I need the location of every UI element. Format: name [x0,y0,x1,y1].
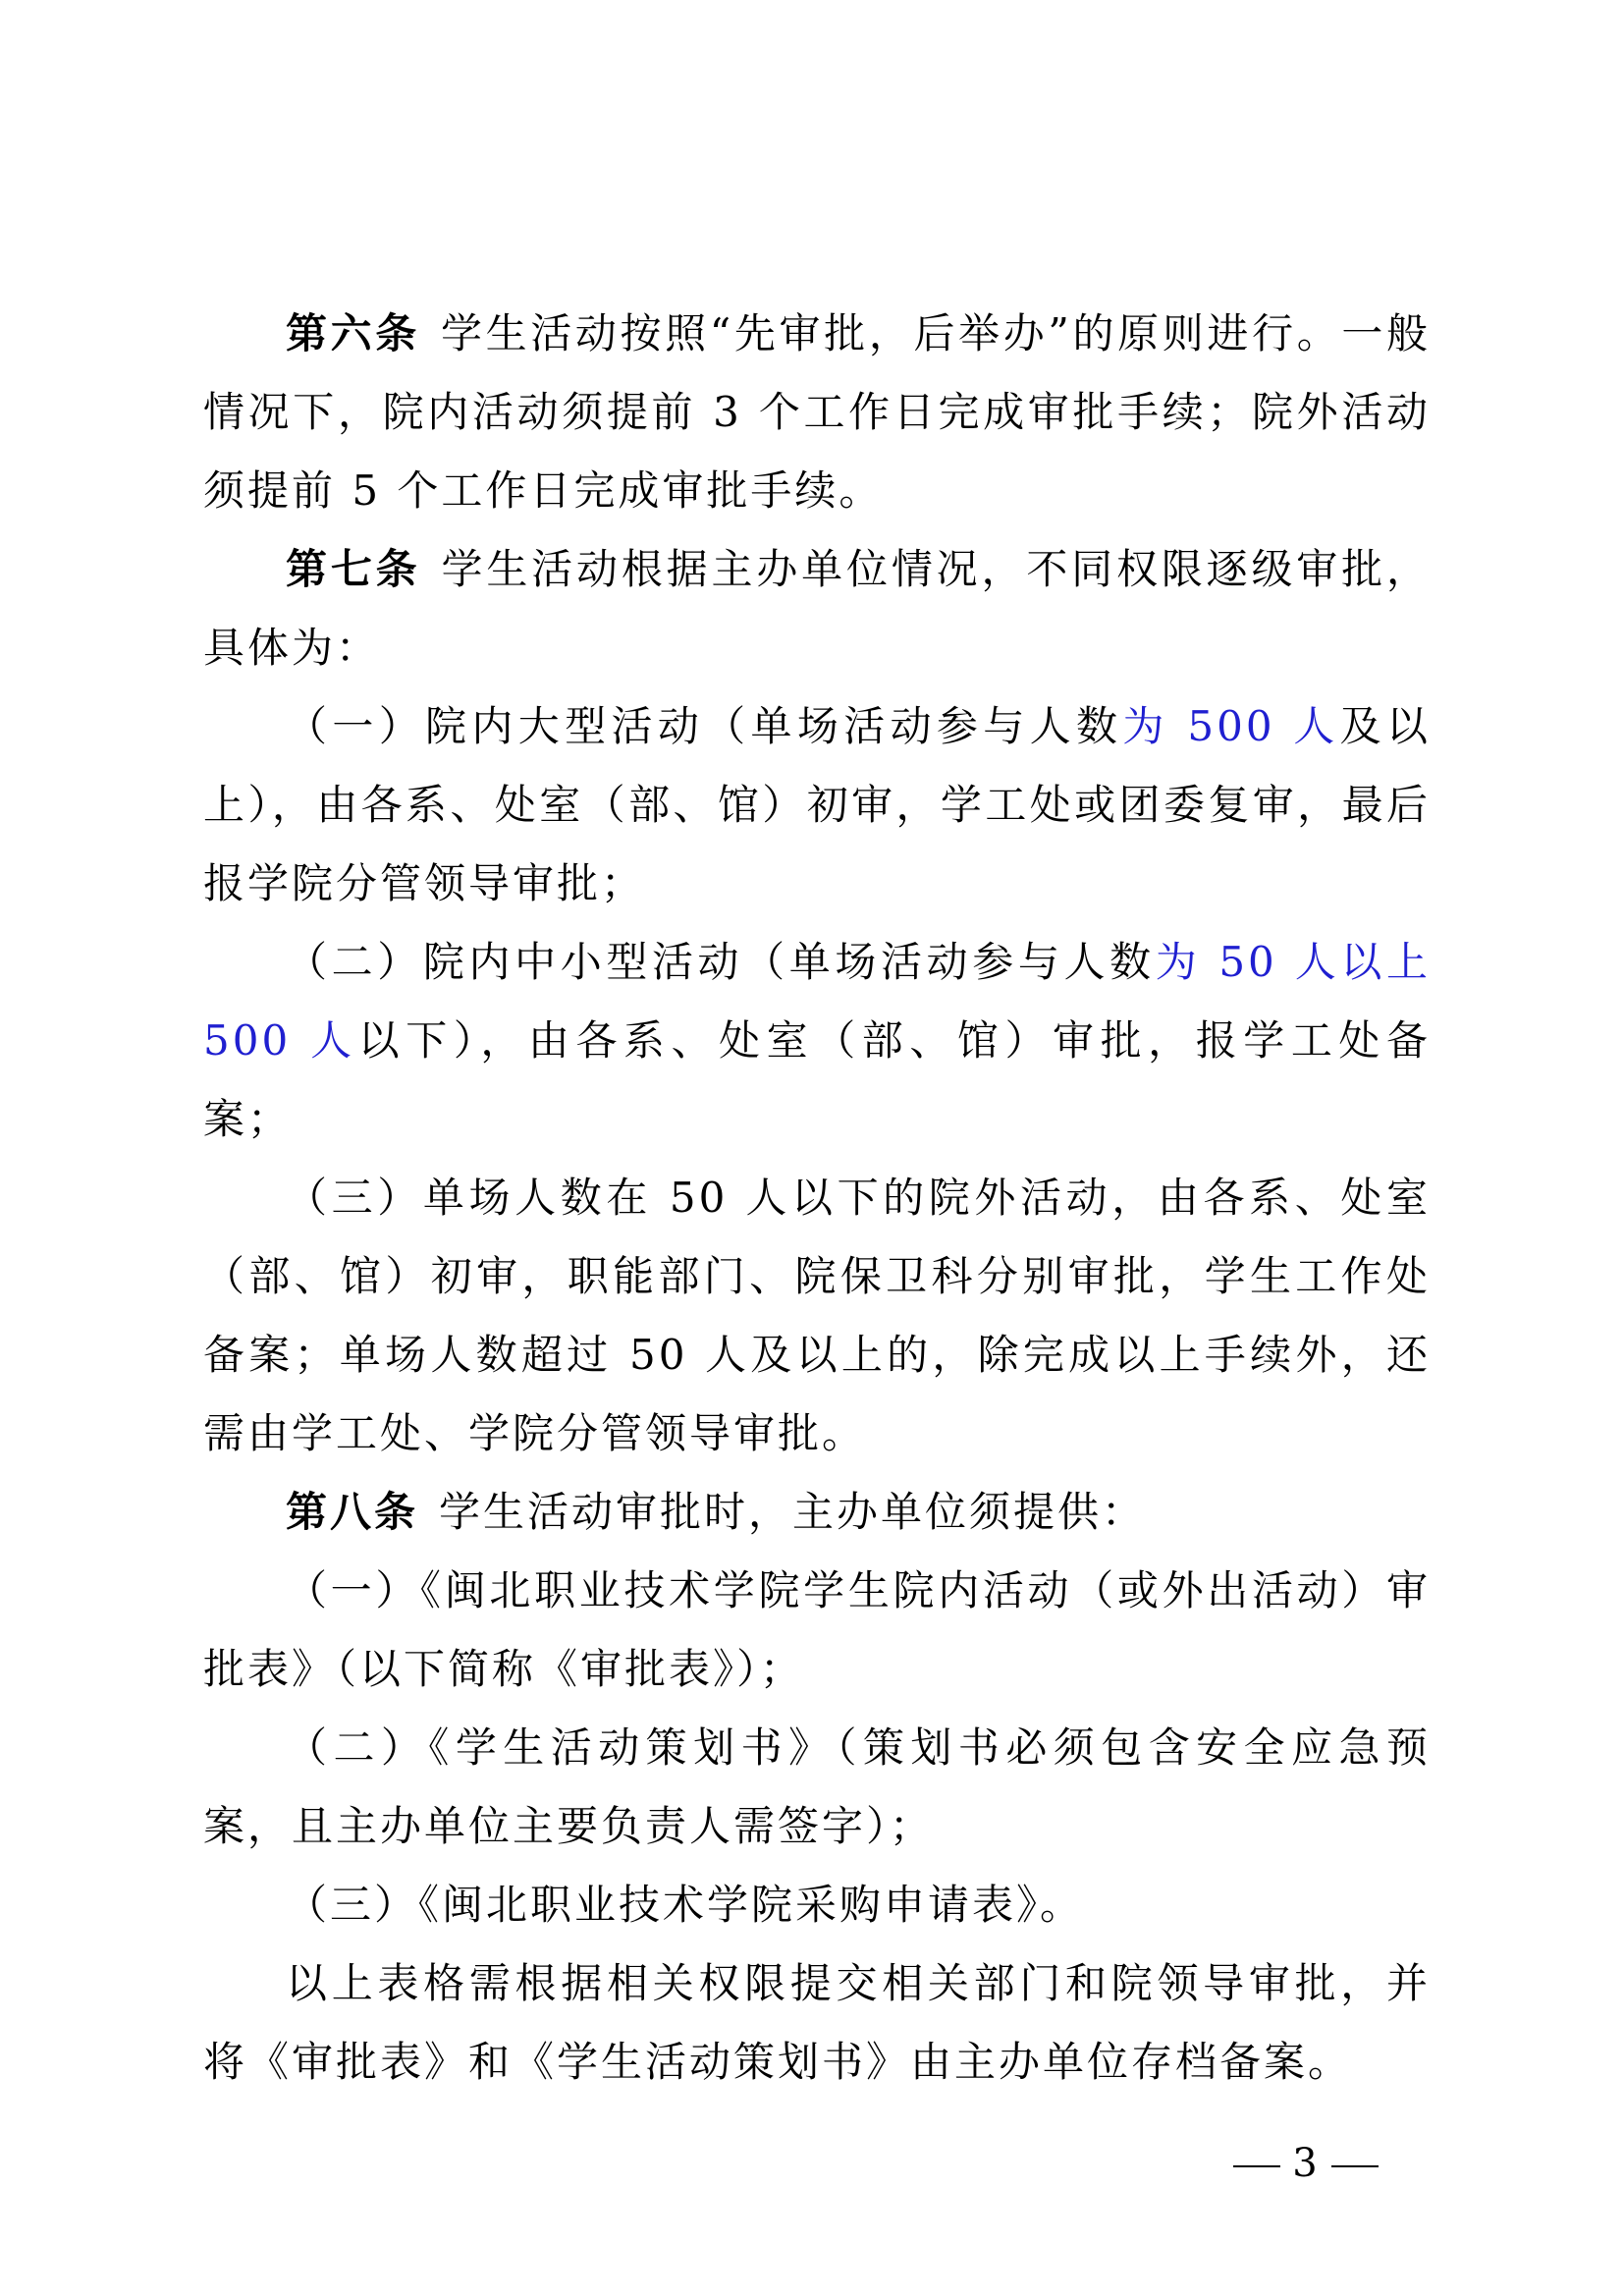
article-8-text: 学生活动审批时，主办单位须提供： [439,1488,1147,1536]
article-8-label: 第八条 [286,1488,419,1536]
article-7-item-2-highlight: 为 50 人以上 500 人 [203,938,1431,1065]
article-8-item-3: （三）《闽北职业技术学院采购申请表》。 [286,1881,1085,1929]
article-7-item-1-highlight: 为 500 人 [1122,702,1340,750]
article-8 [203,1473,1431,1552]
article-8-item-2: （二）《学生活动策划书》（策划书必须包含安全应急预案，且主办单位主要负责人需签字）； [203,1723,1431,1850]
dash-right-decoration [1331,2165,1379,2167]
article-7-item-1-text-b: 及以上），由各系、处室（部、馆）初审，学工处或团委复审，最后报学院分管领导审批； [203,702,1431,907]
article-7-item-2 [203,923,1431,1159]
page-footer [1159,2139,1453,2188]
article-7-item-1 [203,687,1431,923]
article-6-label: 第六条 [286,309,420,357]
article-7 [203,530,1431,687]
article-7-text: 学生活动根据主办单位情况，不同权限逐级审批，具体为： [203,545,1431,672]
page-number: 3 [1292,2141,1320,2186]
document-body [203,295,1431,2102]
article-7-label: 第七条 [286,545,421,593]
dash-left-decoration [1233,2165,1280,2167]
article-8-closing: 以上表格需根据相关权限提交相关部门和院领导审批，并将《审批表》和《学生活动策划书》由主办单位存档备案。 [203,1959,1431,2086]
article-7-item-3: （三）单场人数在 50 人以下的院外活动，由各系、处室（部、馆）初审，职能部门、院保卫科分别审批，学生工作处备案；单场人数超过 50 人及以上的，除完成以上手续外，还需由学工处、学院分管领导审批。 [203,1174,1431,1457]
article-8-item-1: （一）《闽北职业技术学院学生院内活动（或外出活动）审批表》（以下简称《审批表》）； [203,1566,1431,1693]
article-6 [203,295,1431,530]
article-7-item-2-text-b: 以下），由各系、处室（部、馆）审批，报学工处备案； [203,1016,1431,1143]
article-6-text: 学生活动按照“先审批，后举办”的原则进行。一般情况下，院内活动须提前 3 个工作日完成审批手续；院外活动须提前 5 个工作日完成审批手续。 [203,309,1431,515]
article-7-item-1-text-a: （一）院内大型活动（单场活动参与人数 [286,702,1123,750]
article-7-item-2-text-a: （二）院内中小型活动（单场活动参与人数 [286,938,1156,986]
